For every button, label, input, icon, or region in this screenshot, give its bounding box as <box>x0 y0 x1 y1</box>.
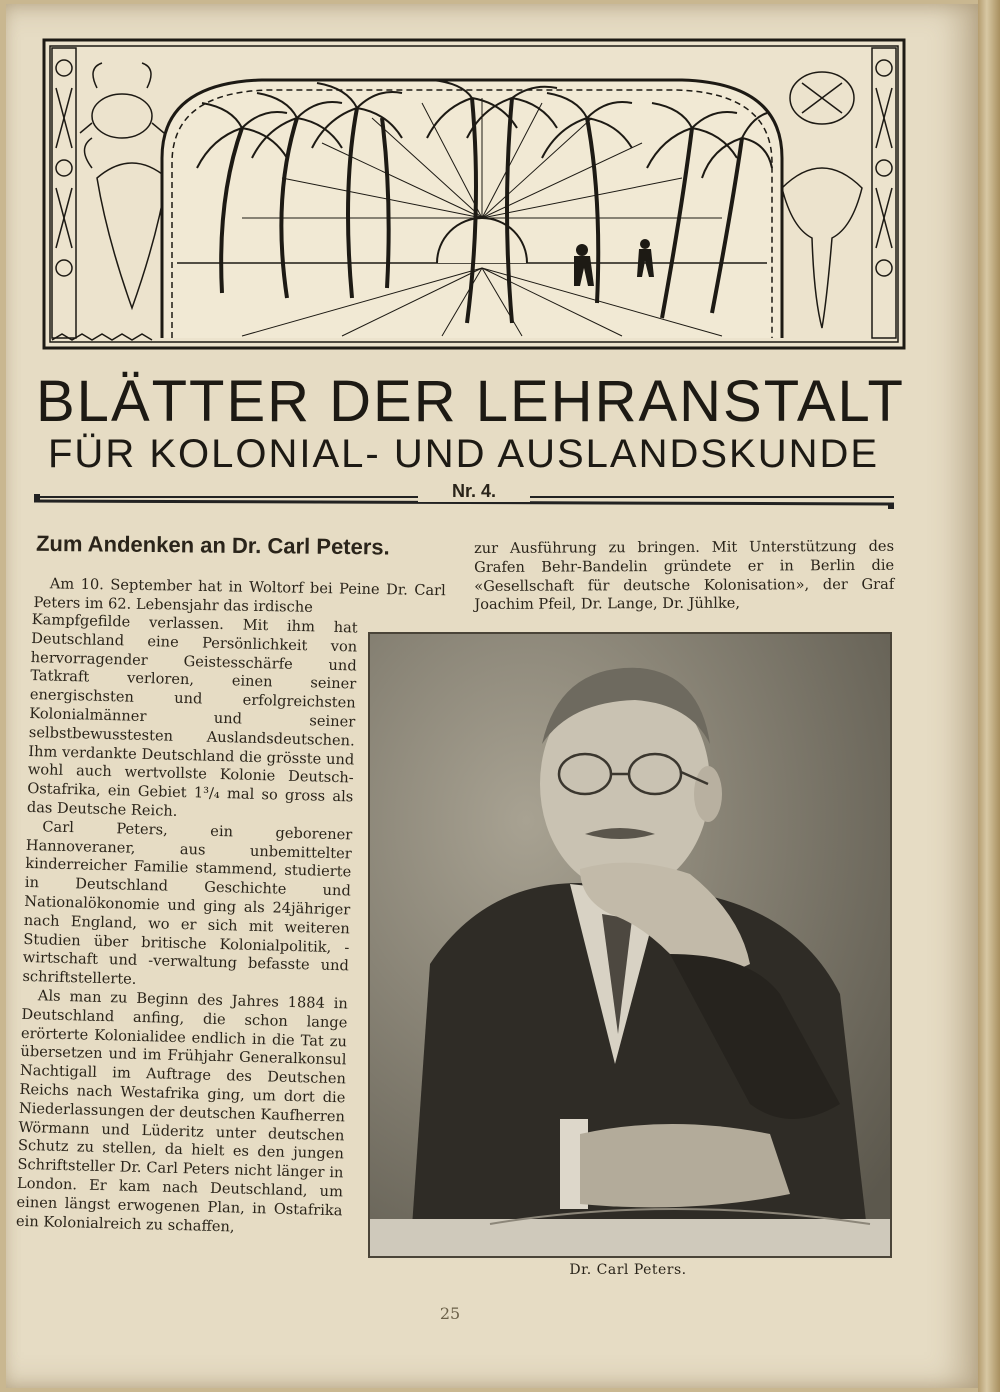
article-paragraph: zur Ausführung zu bringen. Mit Unterstützung des Grafen Behr-Bandelin gründete er in Berlin die «Gesellschaft für deutsche Kolonisation», der Graf Joachim Pfeil, Dr. Lange, Dr. Jühlke, <box>474 537 895 614</box>
portrait-photo <box>368 632 892 1258</box>
article-heading: Zum Andenken an Dr. Carl Peters. <box>35 530 390 560</box>
article-paragraph: Als man zu Beginn des Jahres 1884 in Deutschland anfing, die schon lange erörterte Kolonialidee endlich in die Tat zu übersetzen und im Frühjahr Generalkonsul Nachtigall im Auftrage des Deutschen Reichs nach Westafrika ging, um dort die Niederlassungen der deutschen Kaufherren Wörmann und Lüderitz unter deutschen Schutz zu stellen, da hielt es den jungen Schriftsteller Dr. Carl Peters nicht länger in London. Er kam nach Deutschland, um einen längst erwogenen Plan, in Ostafrika ein Kolonialreich zu schaffen, <box>15 987 349 1236</box>
masthead-subtitle: FÜR KOLONIAL- UND AUSLANDSKUNDE <box>48 432 880 476</box>
article-paragraph: Am 10. September hat in Woltorf bei Peine Dr. Carl Peters im 62. Lebensjahr das irdische <box>33 575 446 616</box>
article-column-left <box>16 611 358 1240</box>
photo-caption: Dr. Carl Peters. <box>569 1262 687 1278</box>
masthead-title: BLÄTTER DER LEHRANSTALT <box>36 369 905 434</box>
article-paragraph: Kampfgefilde verlassen. Mit ihm hat Deutschland eine Persönlichkeit von hervorragender Geistesschärfe und Tatkraft verloren, einen seiner energischsten und erfolgreichsten Kolonialmänner und seiner selbstbewusstesten Auslandsdeutschen. Ihm verdankte Deutschland die grösste und wohl auch wertvollste Kolonie Deutsch-Ostafrika, ein Gebiet 1³/₄ mal so gross als das Deutsche Reich. <box>26 611 358 820</box>
page-number: 25 <box>439 1304 461 1323</box>
article-paragraph: Carl Peters, ein geborener Hannoveraner, aus unbemittelter kinderreicher Familie stammend, studierte in Deutschland Geschichte und Nationalökonomie und ging als 24jähriger nach England, wo er sich mit weiteren Studien über britische Kolonialpolitik, -wirtschaft und -verwaltung befasste und schriftstellerte. <box>22 818 353 988</box>
article-column-right <box>474 538 894 615</box>
issue-number: Nr. 4. <box>418 481 530 502</box>
masthead-illustration <box>42 38 906 350</box>
page-edge <box>978 0 1000 1392</box>
